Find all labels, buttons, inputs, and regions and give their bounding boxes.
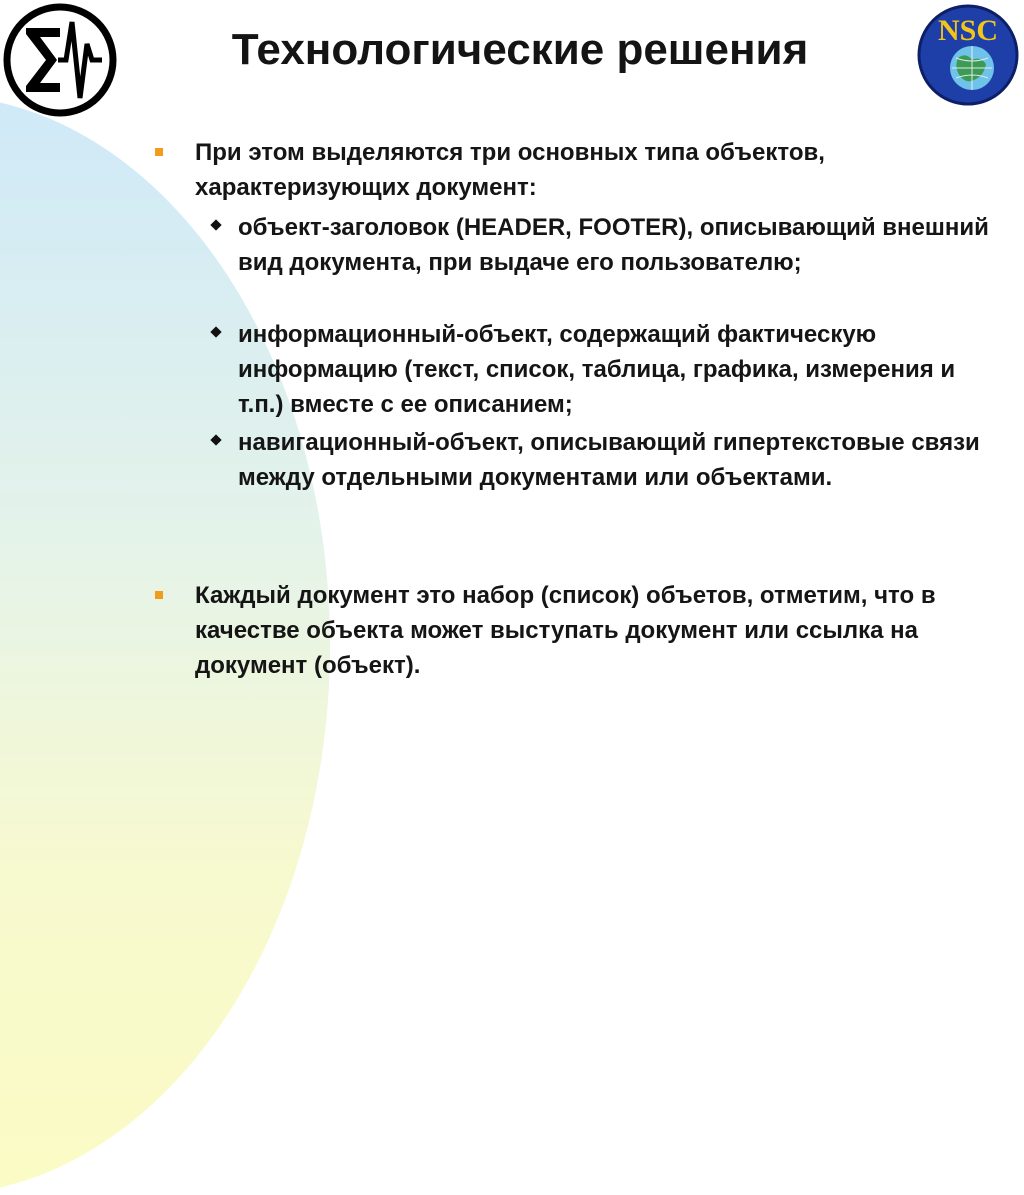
diamond-bullet-icon <box>211 327 221 337</box>
sub-bullet-text: навигационный-объект, описывающий гипертекстовые связи между отдельными документами или объектами. <box>238 429 980 491</box>
sub-bullet-text: объект-заголовок (HEADER, FOOTER), описывающий внешний вид документа, при выдаче его пользователю; <box>238 214 989 276</box>
sub-bullet-item-1 <box>238 210 998 280</box>
bullet-item-2 <box>195 578 975 683</box>
bullet-text: При этом выделяются три основных типа объектов, характеризующих документ: <box>195 139 825 201</box>
svg-text:NSC: NSC <box>937 14 999 47</box>
square-bullet-icon <box>155 148 163 156</box>
sub-bullet-text: информационный-объект, содержащий фактическую информацию (текст, список, таблица, графика, измерения и т.п.) вместе с ее описанием; <box>238 321 956 418</box>
bullet-item-1 <box>195 135 975 205</box>
slide-title: Технологические решения <box>231 25 809 74</box>
diamond-bullet-icon <box>211 435 221 445</box>
sub-bullet-item-2 <box>238 317 998 422</box>
square-bullet-icon <box>155 591 163 599</box>
sub-bullet-item-3 <box>238 425 998 495</box>
diamond-bullet-icon <box>211 220 221 230</box>
bullet-text: Каждый документ это набор (список) объетов, отметим, что в качестве объекта может выступать документ или ссылка на документ (объект). <box>195 582 936 679</box>
